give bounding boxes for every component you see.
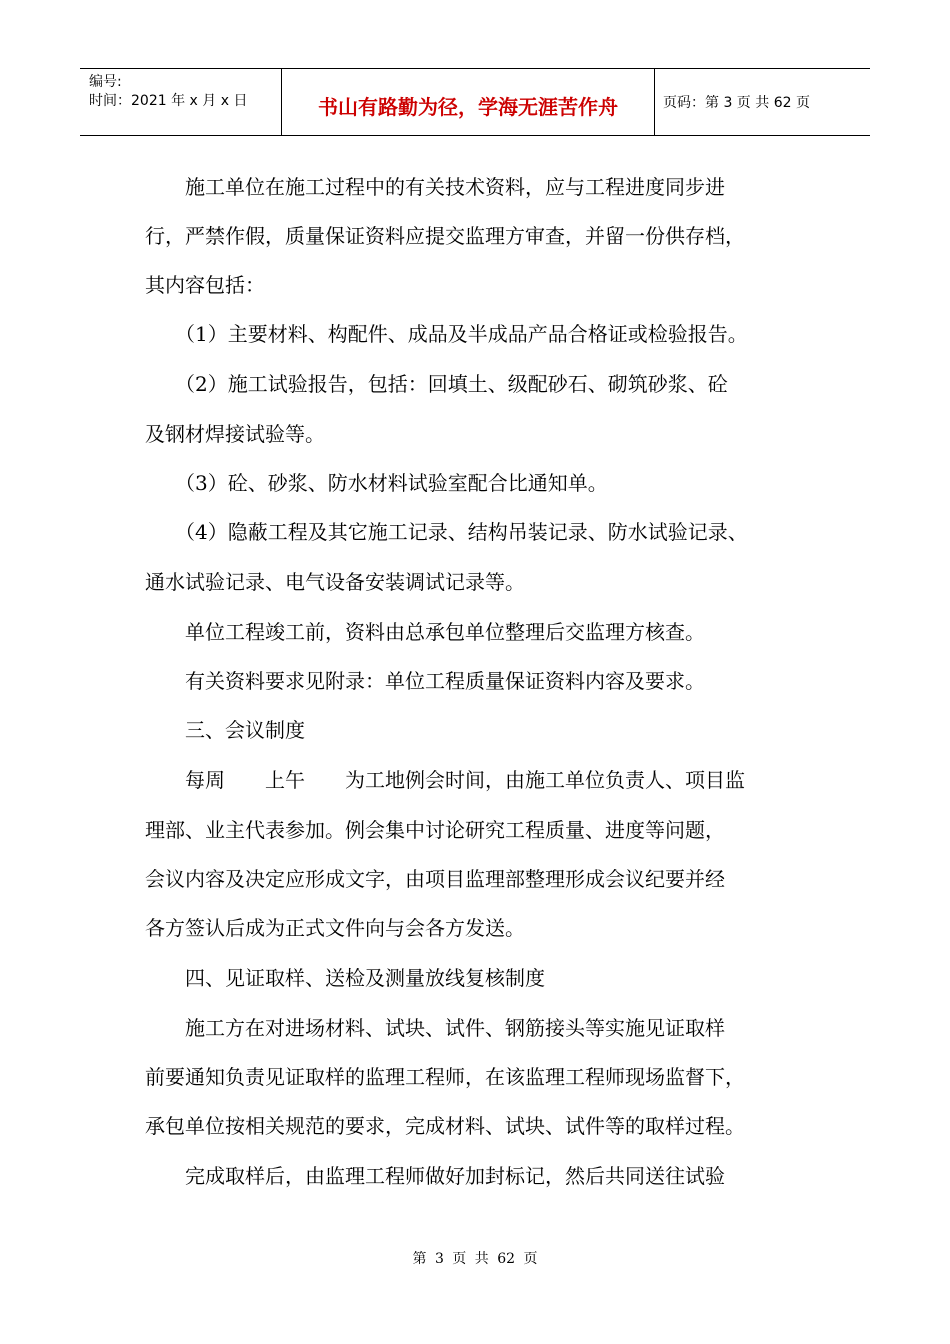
header-page-cell (655, 69, 870, 135)
page-footer: 第 3 页 共 62 页 (412, 1251, 538, 1267)
body-line: 其内容包括： (145, 273, 265, 297)
body-line: （4）隐蔽工程及其它施工记录、结构吊装记录、防水试验记录、 (145, 520, 748, 544)
body-line: 每周 上午 为工地例会时间，由施工单位负责人、项目监 (145, 768, 745, 792)
section-heading: 四、见证取样、送检及测量放线复核制度 (145, 966, 545, 990)
page-header (80, 68, 870, 136)
body-line: 及钢材焊接试验等。 (145, 422, 325, 446)
header-motto-cell (282, 69, 655, 135)
body-line: 承包单位按相关规范的要求，完成材料、试块、试件等的取样过程。 (145, 1114, 745, 1138)
body-line: 施工方在对进场材料、试块、试件、钢筋接头等实施见证取样 (145, 1016, 725, 1040)
header-page-number: 页码：第 3 页 共 62 页 (663, 95, 810, 111)
document-number-label: 编号: (89, 74, 122, 90)
section-heading: 三、会议制度 (145, 718, 305, 742)
document-time-label: 时间：2021 年 x 月 x 日 (89, 93, 248, 109)
header-motto: 书山有路勤为径，学海无涯苦作舟 (318, 95, 618, 119)
body-line: （2）施工试验报告，包括：回填土、级配砂石、砌筑砂浆、砼 (145, 372, 728, 396)
body-line: 单位工程竣工前，资料由总承包单位整理后交监理方核查。 (145, 620, 705, 644)
body-line: 各方签认后成为正式文件向与会各方发送。 (145, 916, 525, 940)
body-line: （3）砼、砂浆、防水材料试验室配合比通知单。 (145, 471, 608, 495)
body-line: 有关资料要求见附录：单位工程质量保证资料内容及要求。 (145, 669, 705, 693)
body-line: 理部、业主代表参加。例会集中讨论研究工程质量、进度等问题， (145, 818, 725, 842)
body-line: 通水试验记录、电气设备安装调试记录等。 (145, 570, 525, 594)
body-line: 完成取样后，由监理工程师做好加封标记，然后共同送往试验 (145, 1164, 725, 1188)
body-line: 施工单位在施工过程中的有关技术资料，应与工程进度同步进 (145, 175, 725, 199)
body-line: （1）主要材料、构配件、成品及半成品产品合格证或检验报告。 (145, 322, 748, 346)
body-line: 前要通知负责见证取样的监理工程师，在该监理工程师现场监督下， (145, 1065, 745, 1089)
body-line: 会议内容及决定应形成文字，由项目监理部整理形成会议纪要并经 (145, 867, 725, 891)
body-line: 行，严禁作假，质量保证资料应提交监理方审查，并留一份供存档， (145, 224, 745, 248)
header-info-cell (80, 69, 282, 135)
